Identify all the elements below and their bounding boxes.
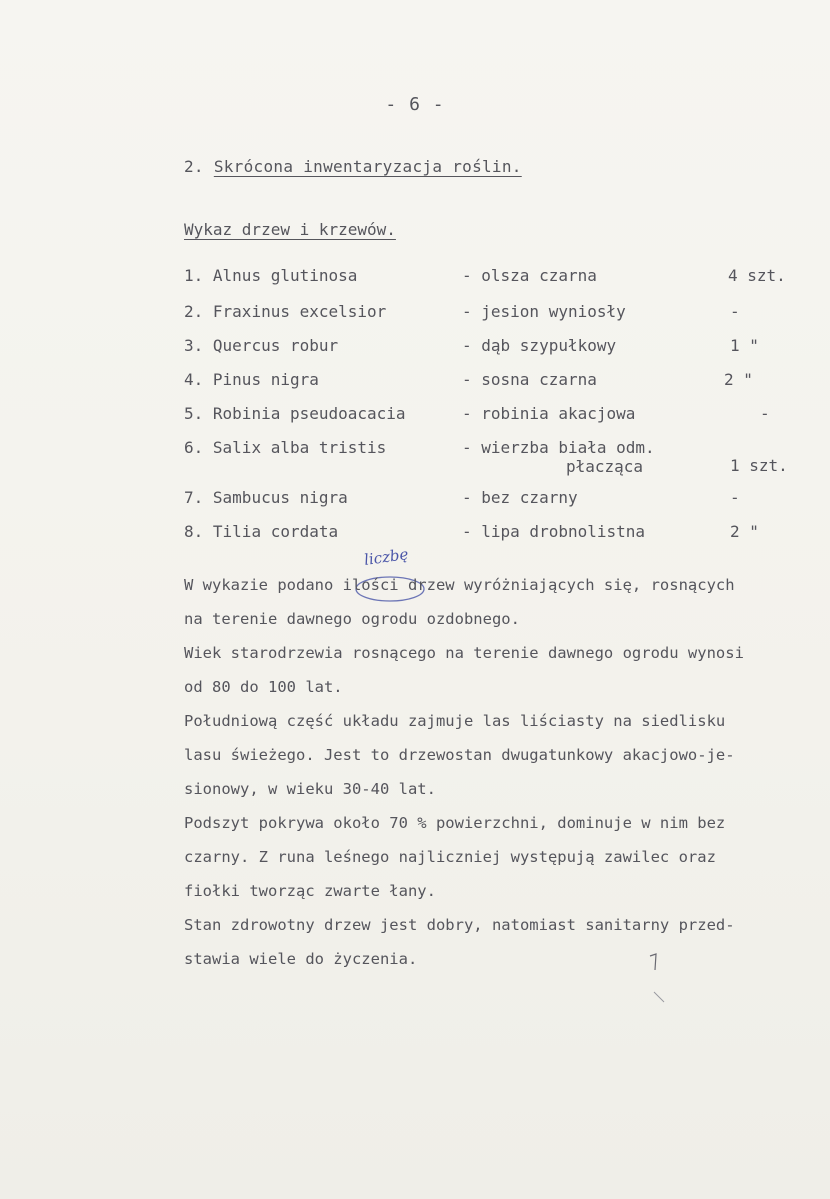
paper-scratch-mark	[652, 990, 672, 1006]
text-line: fiołki tworząc zwarte łany.	[184, 882, 436, 900]
text-line: stawia wiele do życzenia.	[184, 950, 418, 968]
tree-quantity: 1 szt.	[730, 456, 788, 475]
tree-latin-name: 2. Fraxinus excelsior	[184, 302, 387, 321]
tree-polish-name: - dąb szypułkowy	[462, 336, 617, 355]
tree-latin-name: 4. Pinus nigra	[184, 370, 319, 389]
tree-quantity: 4 szt.	[728, 266, 786, 285]
text-line: lasu świeżego. Jest to drzewostan dwugatunkowy akacjowo-je-	[184, 746, 735, 764]
tree-polish-name: - bez czarny	[462, 488, 578, 507]
text-line: od 80 do 100 lat.	[184, 678, 343, 696]
tree-quantity: -	[760, 404, 770, 423]
tree-quantity: 1 "	[730, 336, 759, 355]
tree-latin-name: 5. Robinia pseudoacacia	[184, 404, 406, 423]
text-line: czarny. Z runa leśnego najliczniej występują zawilec oraz	[184, 848, 716, 866]
section-title-text: Skrócona inwentaryzacja roślin.	[213, 157, 522, 176]
tree-latin-name: 6. Salix alba tristis	[184, 438, 387, 457]
text-line: W wykazie podano ilości drzew wyróżniających się, rosnących	[184, 576, 735, 594]
tree-quantity: 2 "	[724, 370, 753, 389]
section-title	[184, 157, 522, 176]
tree-latin-name: 7. Sambucus nigra	[184, 488, 348, 507]
tree-quantity: -	[730, 488, 740, 507]
text-line: na terenie dawnego ogrodu ozdobnego.	[184, 610, 520, 628]
tree-latin-name: 1. Alnus glutinosa	[184, 266, 358, 285]
text-line: sionowy, w wieku 30-40 lat.	[184, 780, 436, 798]
text-line: Wiek starodrzewia rosnącego na terenie dawnego ogrodu wynosi	[184, 644, 744, 662]
pen-stray-mark	[646, 950, 662, 974]
handwritten-correction: liczbę	[362, 544, 410, 570]
text-line: Stan zdrowotny drzew jest dobry, natomiast sanitarny przed-	[184, 916, 735, 934]
text-line: Południową część układu zajmuje las liściasty na siedlisku	[184, 712, 726, 730]
tree-polish-name: - robinia akacjowa	[462, 404, 636, 423]
tree-quantity: 2 "	[730, 522, 759, 541]
tree-polish-name: - jesion wyniosły	[462, 302, 626, 321]
tree-polish-name: - wierzba biała odm. płacząca	[462, 438, 655, 476]
section-number: 2.	[184, 157, 204, 176]
page-number: - 6 -	[385, 94, 445, 115]
text-line: Podszyt pokrywa około 70 % powierzchni, dominuje w nim bez	[184, 814, 726, 832]
tree-latin-name: 3. Quercus robur	[184, 336, 339, 355]
tree-quantity: -	[730, 302, 740, 321]
tree-polish-name: - olsza czarna	[462, 266, 597, 285]
tree-latin-name: 8. Tilia cordata	[184, 522, 339, 541]
tree-polish-name: - lipa drobnolistna	[462, 522, 646, 541]
list-heading: Wykaz drzew i krzewów.	[184, 220, 396, 239]
tree-polish-name: - sosna czarna	[462, 370, 597, 389]
